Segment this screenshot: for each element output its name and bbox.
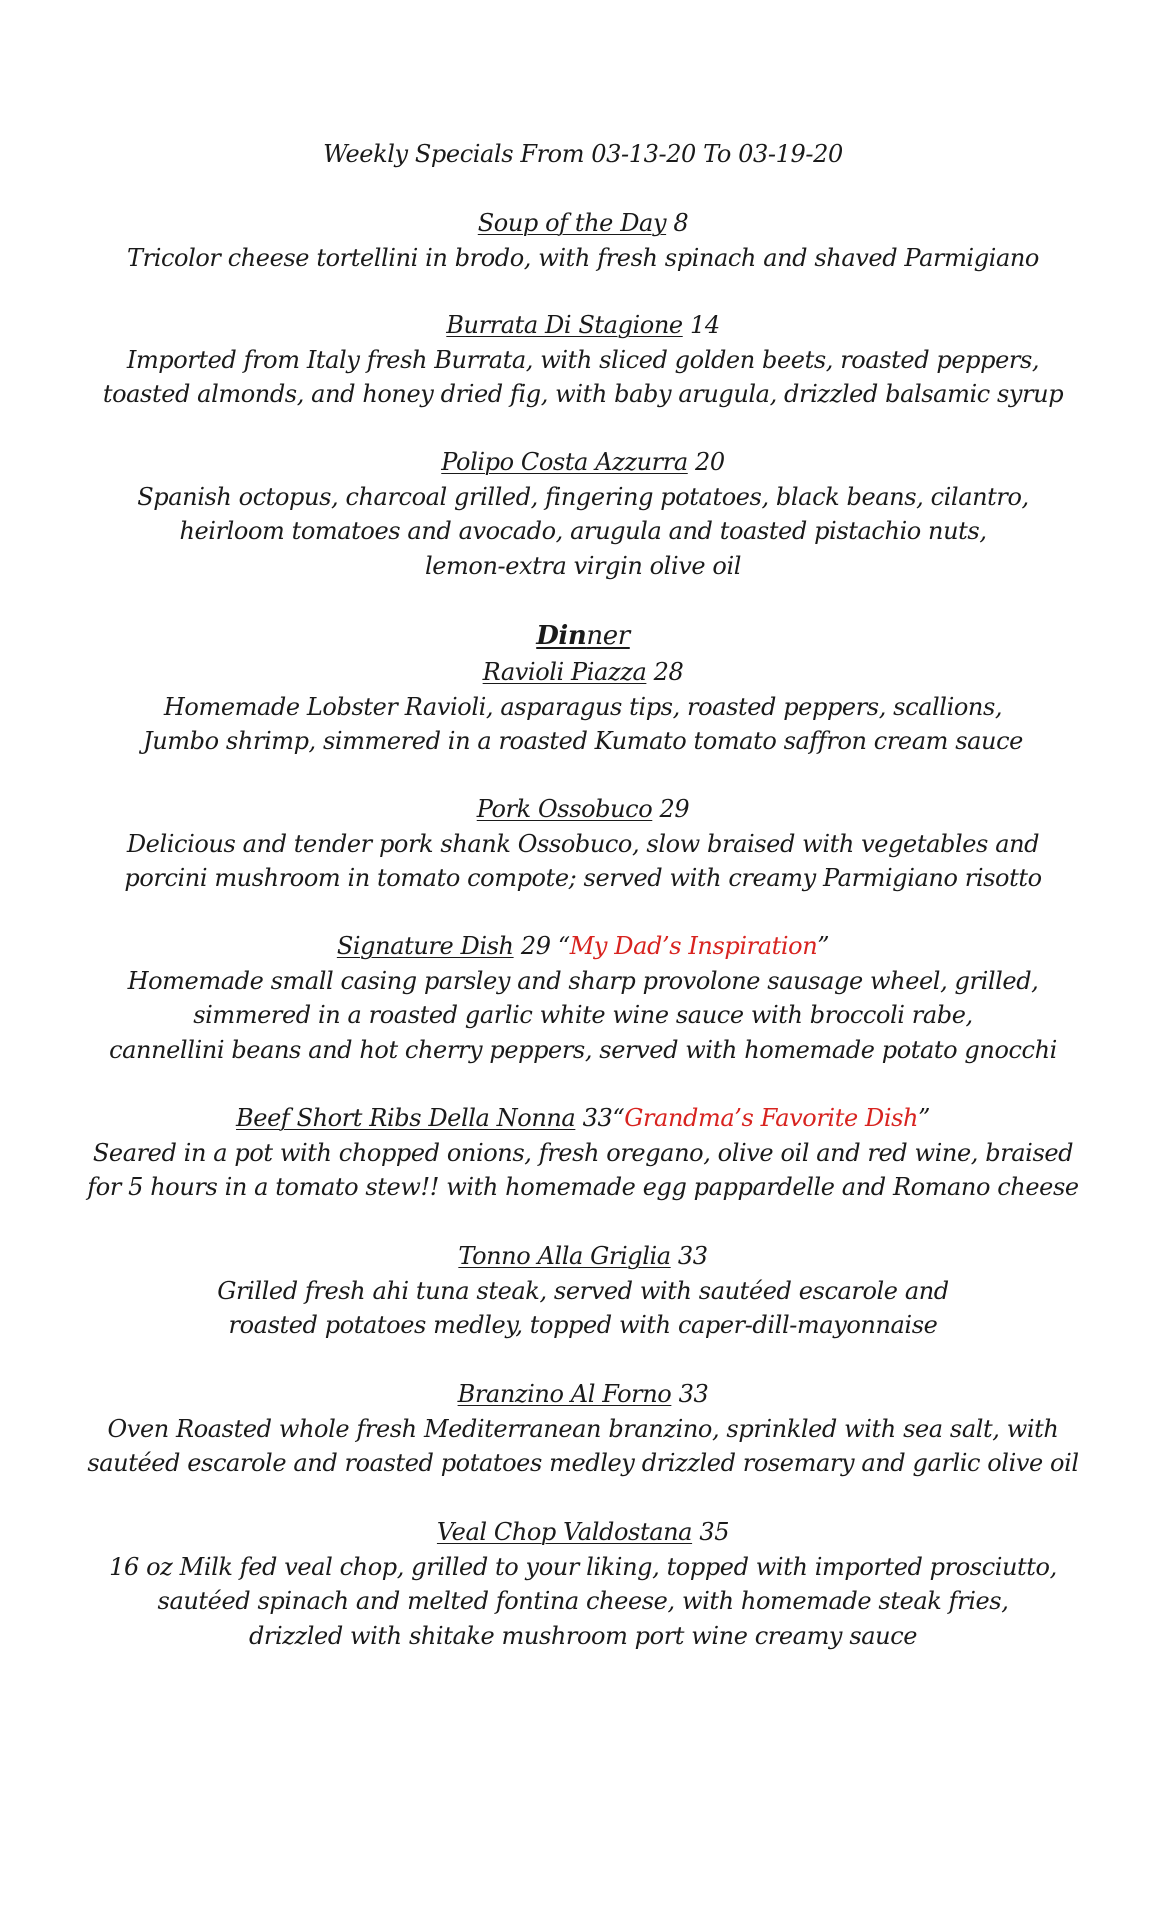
item-description-line: sautéed escarole and roasted potatoes medley drizzled rosemary and garlic olive oil (87, 1449, 1079, 1477)
item-price: 33 (677, 1242, 708, 1270)
item-quote: Grandma’s Favorite Dish (624, 1104, 919, 1132)
menu-item-veal-chop (0, 1515, 1166, 1653)
item-description-line: sautéed spinach and melted fontina cheese, with homemade steak fries, (157, 1587, 1009, 1615)
item-title-line (0, 206, 1166, 241)
item-description-line: Oven Roasted whole fresh Mediterranean branzino, sprinkled with sea salt, with (107, 1414, 1059, 1443)
item-name: Branzino Al Forno (457, 1380, 672, 1408)
item-price: 8 (673, 209, 689, 237)
menu-item-burrata (0, 308, 1166, 412)
item-title-line (0, 1515, 1166, 1550)
item-price: 14 (689, 311, 720, 339)
item-price: 29 (659, 795, 690, 823)
item-name: Beef Short Ribs Della Nonna (236, 1104, 576, 1132)
item-description-line: Homemade small casing parsley and sharp provolone sausage wheel, grilled, (127, 966, 1039, 995)
item-description-line: toasted almonds, and honey dried fig, with baby arugula, drizzled balsamic syrup (102, 380, 1064, 408)
item-price: 33 (678, 1380, 709, 1408)
item-title-line (0, 445, 1166, 480)
item-title-line (0, 1377, 1166, 1412)
item-name: Ravioli Piazza (482, 658, 647, 686)
item-description-line: cannellini beans and hot cherry peppers, served with homemade potato gnocchi (109, 1035, 1057, 1064)
item-description-line: Grilled fresh ahi tuna steak, served with sautéed escarole and (217, 1276, 949, 1305)
dinner-title-rest: ner (586, 621, 630, 651)
specials-header: Weekly Specials From 03-13-20 To 03-19-20 (323, 140, 843, 168)
menu-item-polipo (0, 445, 1166, 583)
item-price: 28 (653, 658, 684, 686)
menu-item-short-ribs (0, 1101, 1166, 1205)
item-description-line: roasted potatoes medley, topped with caper-dill-mayonnaise (228, 1311, 938, 1339)
item-name: Veal Chop Valdostana (436, 1518, 693, 1546)
menu-item-tonno (0, 1239, 1166, 1343)
item-name: Pork Ossobuco (476, 795, 653, 823)
item-name: Signature Dish (336, 932, 514, 960)
item-price: 33 (582, 1104, 613, 1132)
item-description-line: heirloom tomatoes and avocado, arugula and toasted pistachio nuts, (179, 517, 987, 545)
item-name: Tonno Alla Griglia (458, 1242, 671, 1270)
item-description-line: for 5 hours in a tomato stew!! with homemade egg pappardelle and Romano cheese (87, 1173, 1079, 1201)
item-description-line: simmered in a roasted garlic white wine sauce with broccoli rabe, (193, 1001, 973, 1029)
item-description-line: Homemade Lobster Ravioli, asparagus tips, roasted peppers, scallions, (163, 692, 1003, 721)
item-title-line (0, 792, 1166, 827)
menu-item-signature (0, 929, 1166, 1067)
item-title-line (0, 655, 1166, 690)
item-name: Soup of the Day (477, 209, 667, 237)
item-description-line: Jumbo shrimp, simmered in a roasted Kumato tomato saffron cream sauce (143, 727, 1023, 755)
item-title-line: Signature Dish 29 “My Dad’s Inspiration” (336, 932, 830, 960)
menu-item-branzino (0, 1377, 1166, 1481)
item-description-line: Imported from Italy fresh Burrata, with sliced golden beets, roasted peppers, (126, 345, 1040, 374)
item-description-line: porcini mushroom in tomato compote; served with creamy Parmigiano risotto (124, 864, 1042, 892)
item-description-line: Tricolor cheese tortellini in brodo, with fresh spinach and shaved Parmigiano (127, 243, 1039, 272)
item-name: Burrata Di Stagione (446, 311, 683, 339)
item-description-line: drizzled with shitake mushroom port wine creamy sauce (248, 1621, 918, 1650)
item-title-line (0, 1239, 1166, 1274)
item-price: 20 (694, 448, 725, 476)
item-description-line: Delicious and tender pork shank Ossobuco, slow braised with vegetables and (126, 829, 1040, 858)
item-description-line: 16 oz Milk fed veal chop, grilled to your liking, topped with imported prosciutto, (109, 1552, 1057, 1581)
item-description-line: Spanish octopus, charcoal grilled, fingering potatoes, black beans, cilantro, (137, 482, 1029, 511)
menu-item-ravioli (0, 655, 1166, 759)
item-title-line: Beef Short Ribs Della Nonna 33“Grandma’s Favorite Dish” (236, 1104, 930, 1132)
item-price: 29 (520, 932, 551, 960)
item-description-line: Seared in a pot with chopped onions, fresh oregano, olive oil and red wine, braised (92, 1138, 1074, 1167)
item-description-line: lemon-extra virgin olive oil (424, 551, 742, 580)
menu-item-soup (0, 206, 1166, 275)
item-title-line (0, 308, 1166, 343)
item-price: 35 (699, 1518, 730, 1546)
item-name: Polipo Costa Azzurra (441, 448, 688, 476)
item-quote: My Dad’s Inspiration (569, 932, 818, 960)
dinner-title-bold: Din (536, 621, 587, 651)
dinner-section-title (0, 619, 1166, 653)
menu-item-ossobuco (0, 792, 1166, 896)
